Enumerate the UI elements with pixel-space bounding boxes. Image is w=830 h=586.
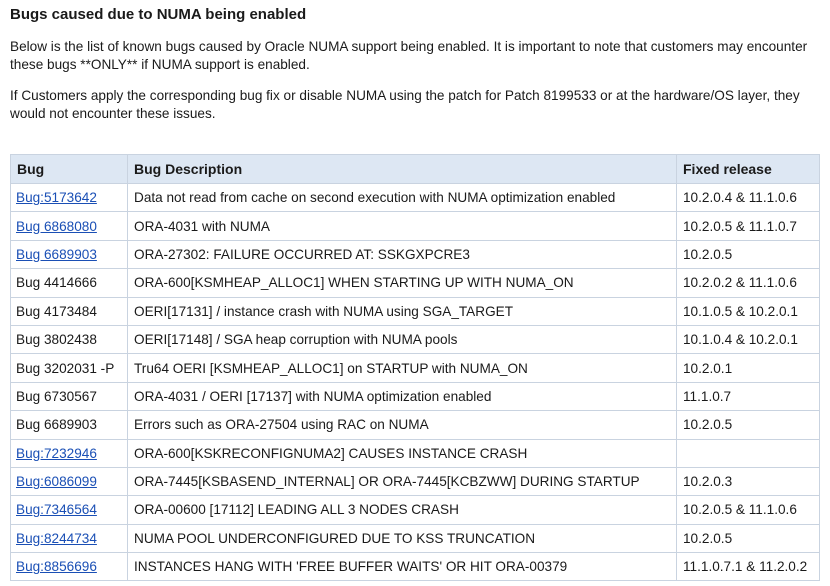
bug-id-cell (11, 297, 128, 325)
fixed-release-cell: 10.2.0.1 (677, 354, 820, 382)
bug-id-text: Bug 3202031 -P (16, 360, 115, 376)
bug-link[interactable]: Bug:7232946 (16, 445, 97, 461)
table-row (11, 212, 820, 240)
bug-link[interactable]: Bug:7346564 (16, 502, 97, 518)
bug-id-cell (11, 496, 128, 524)
bug-description-cell: Errors such as ORA-27504 using RAC on NUMA (128, 411, 677, 439)
fixed-release-cell: 10.2.0.4 & 11.1.0.6 (677, 184, 820, 212)
bug-description-cell: ORA-7445[KSBASEND_INTERNAL] OR ORA-7445[KCBZWW] DURING STARTUP (128, 467, 677, 495)
bug-id-cell (11, 553, 128, 581)
fixed-release-cell: 10.2.0.5 (677, 411, 820, 439)
table-row (11, 269, 820, 297)
bug-description-cell: OERI[17131] / instance crash with NUMA using SGA_TARGET (128, 297, 677, 325)
bug-id-cell (11, 411, 128, 439)
bug-description-cell: INSTANCES HANG WITH 'FREE BUFFER WAITS' OR HIT ORA-00379 (128, 553, 677, 581)
fixed-release-cell: 10.1.0.5 & 10.2.0.1 (677, 297, 820, 325)
fixed-release-cell: 10.2.0.5 & 11.1.0.7 (677, 212, 820, 240)
bug-description-cell: NUMA POOL UNDERCONFIGURED DUE TO KSS TRUNCATION (128, 524, 677, 552)
fixed-release-cell: 10.2.0.5 (677, 240, 820, 268)
bug-id-cell (11, 184, 128, 212)
bug-link[interactable]: Bug 6868080 (16, 218, 97, 234)
bug-description-cell: Data not read from cache on second execution with NUMA optimization enabled (128, 184, 677, 212)
bug-id-cell (11, 354, 128, 382)
table-header-row (11, 155, 820, 184)
page-title: Bugs caused due to NUMA being enabled (10, 6, 307, 23)
bug-id-text: Bug 4414666 (16, 275, 97, 291)
bug-id-text: Bug 6689903 (16, 417, 97, 433)
remedy-paragraph: If Customers apply the corresponding bug fix or disable NUMA using the patch for Patch 8199533 or at the hardware/OS layer, they would not encounter these issues. (10, 88, 800, 121)
bug-table-body (11, 184, 820, 581)
table-row (11, 439, 820, 467)
bug-table (10, 154, 820, 581)
table-row (11, 382, 820, 410)
table-row (11, 184, 820, 212)
fixed-release-cell: 11.1.0.7 (677, 382, 820, 410)
fixed-release-cell: 10.2.0.2 & 11.1.0.6 (677, 269, 820, 297)
bug-id-text: Bug 4173484 (16, 303, 97, 319)
bug-id-cell (11, 467, 128, 495)
bug-description-cell: ORA-600[KSMHEAP_ALLOC1] WHEN STARTING UP WITH NUMA_ON (128, 269, 677, 297)
fixed-release-cell: 10.2.0.5 & 11.1.0.6 (677, 496, 820, 524)
bug-id-cell (11, 439, 128, 467)
bug-id-cell (11, 325, 128, 353)
bug-link[interactable]: Bug 6689903 (16, 246, 97, 262)
bug-link[interactable]: Bug:8244734 (16, 530, 97, 546)
bug-link[interactable]: Bug:6086099 (16, 474, 97, 490)
bug-link[interactable]: Bug:5173642 (16, 190, 97, 206)
table-row (11, 496, 820, 524)
table-row (11, 411, 820, 439)
fixed-release-cell: 10.2.0.5 (677, 524, 820, 552)
bug-id-text: Bug 6730567 (16, 388, 97, 404)
fixed-release-cell (677, 439, 820, 467)
bug-id-cell (11, 240, 128, 268)
table-row (11, 297, 820, 325)
table-row (11, 553, 820, 581)
column-header-fixed-release: Fixed release (677, 155, 820, 184)
column-header-bug: Bug (11, 155, 128, 184)
table-row (11, 524, 820, 552)
table-row (11, 467, 820, 495)
fixed-release-cell: 11.1.0.7.1 & 11.2.0.2 (677, 553, 820, 581)
bug-description-cell: OERI[17148] / SGA heap corruption with NUMA pools (128, 325, 677, 353)
bug-id-cell (11, 382, 128, 410)
bug-id-cell (11, 212, 128, 240)
bug-description-cell: ORA-4031 / OERI [17137] with NUMA optimization enabled (128, 382, 677, 410)
column-header-description: Bug Description (128, 155, 677, 184)
bug-link[interactable]: Bug:8856696 (16, 559, 97, 575)
bug-id-text: Bug 3802438 (16, 332, 97, 348)
table-row (11, 354, 820, 382)
intro-paragraph: Below is the list of known bugs caused by Oracle NUMA support being enabled. It is important to note that customers may encounter these bugs **ONLY** if NUMA support is enabled. (10, 39, 808, 72)
fixed-release-cell: 10.2.0.3 (677, 467, 820, 495)
bug-id-cell (11, 269, 128, 297)
bug-description-cell: ORA-600[KSKRECONFIGNUMA2] CAUSES INSTANCE CRASH (128, 439, 677, 467)
table-row (11, 325, 820, 353)
bug-description-cell: ORA-00600 [17112] LEADING ALL 3 NODES CRASH (128, 496, 677, 524)
bug-description-cell: ORA-27302: FAILURE OCCURRED AT: SSKGXPCRE3 (128, 240, 677, 268)
table-row (11, 240, 820, 268)
bug-description-cell: ORA-4031 with NUMA (128, 212, 677, 240)
bug-description-cell: Tru64 OERI [KSMHEAP_ALLOC1] on STARTUP with NUMA_ON (128, 354, 677, 382)
bug-id-cell (11, 524, 128, 552)
fixed-release-cell: 10.1.0.4 & 10.2.0.1 (677, 325, 820, 353)
